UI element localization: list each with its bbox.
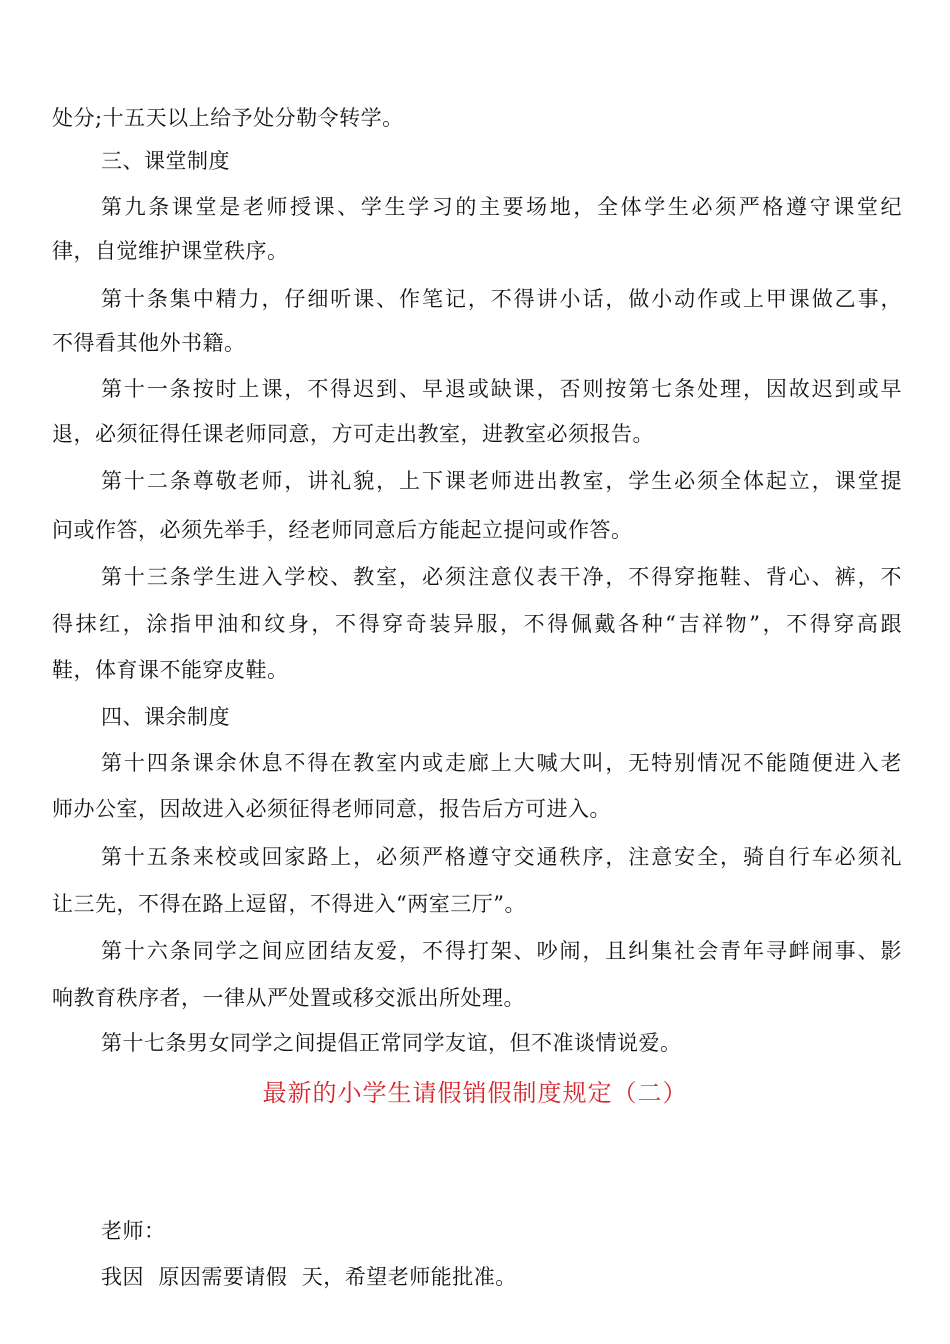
paragraph-line: 第十二条尊敬老师，讲礼貌，上下课老师进出教室，学生必须全体起立，课堂提: [101, 469, 902, 493]
paragraph-line: 退，必须征得任课老师同意，方可走出教室，进教室必须报告。: [52, 422, 654, 446]
paragraph-line: 响教育秩序者，一律从严处置或移交派出所处理。: [52, 986, 525, 1010]
letter-salutation: 老师：: [101, 1219, 166, 1243]
paragraph-line: 第九条课堂是老师授课、学生学习的主要场地，全体学生必须严格遵守课堂纪: [101, 195, 902, 219]
document-title: 最新的小学生请假销假制度规定（二）: [262, 1079, 688, 1107]
letter-body: 我因 原因需要请假 天，希望老师能批准。: [101, 1265, 517, 1289]
paragraph-line: 第十五条来校或回家路上，必须严格遵守交通秩序，注意安全，骑自行车必须礼: [101, 845, 902, 869]
section-heading: 四、课余制度: [101, 705, 230, 729]
paragraph-line: 问或作答，必须先举手，经老师同意后方能起立提问或作答。: [52, 518, 633, 542]
paragraph-line: 第十四条课余休息不得在教室内或走廊上大喊大叫，无特别情况不能随便进入老: [101, 751, 902, 775]
paragraph-line: 第十七条男女同学之间提倡正常同学友谊，但不准谈情说爱。: [101, 1031, 682, 1055]
paragraph-line: 不得看其他外书籍。: [52, 331, 246, 355]
section-heading: 三、课堂制度: [101, 149, 230, 173]
paragraph-line: 让三先，不得在路上逗留，不得进入“两室三厅”。: [52, 892, 526, 916]
paragraph-line: 律，自觉维护课堂秩序。: [52, 239, 289, 263]
paragraph-line: 处分;十五天以上给予处分勒令转学。: [52, 106, 404, 130]
paragraph-line: 第十一条按时上课，不得迟到、早退或缺课，否则按第七条处理，因故迟到或早: [101, 377, 902, 401]
paragraph-line: 第十条集中精力，仔细听课、作笔记，不得讲小话，做小动作或上甲课做乙事，: [101, 287, 902, 311]
paragraph-line: 鞋，体育课不能穿皮鞋。: [52, 658, 289, 682]
paragraph-line: 第十六条同学之间应团结友爱，不得打架、吵闹，且纠集社会青年寻衅闹事、影: [101, 939, 902, 963]
paragraph-line: 第十三条学生进入学校、教室，必须注意仪表干净，不得穿拖鞋、背心、裤，不: [101, 565, 902, 589]
paragraph-line: 师办公室，因故进入必须征得老师同意，报告后方可进入。: [52, 797, 611, 821]
paragraph-line: 得抹红，涂指甲油和纹身，不得穿奇装异服，不得佩戴各种“吉祥物”，不得穿高跟: [52, 612, 902, 636]
